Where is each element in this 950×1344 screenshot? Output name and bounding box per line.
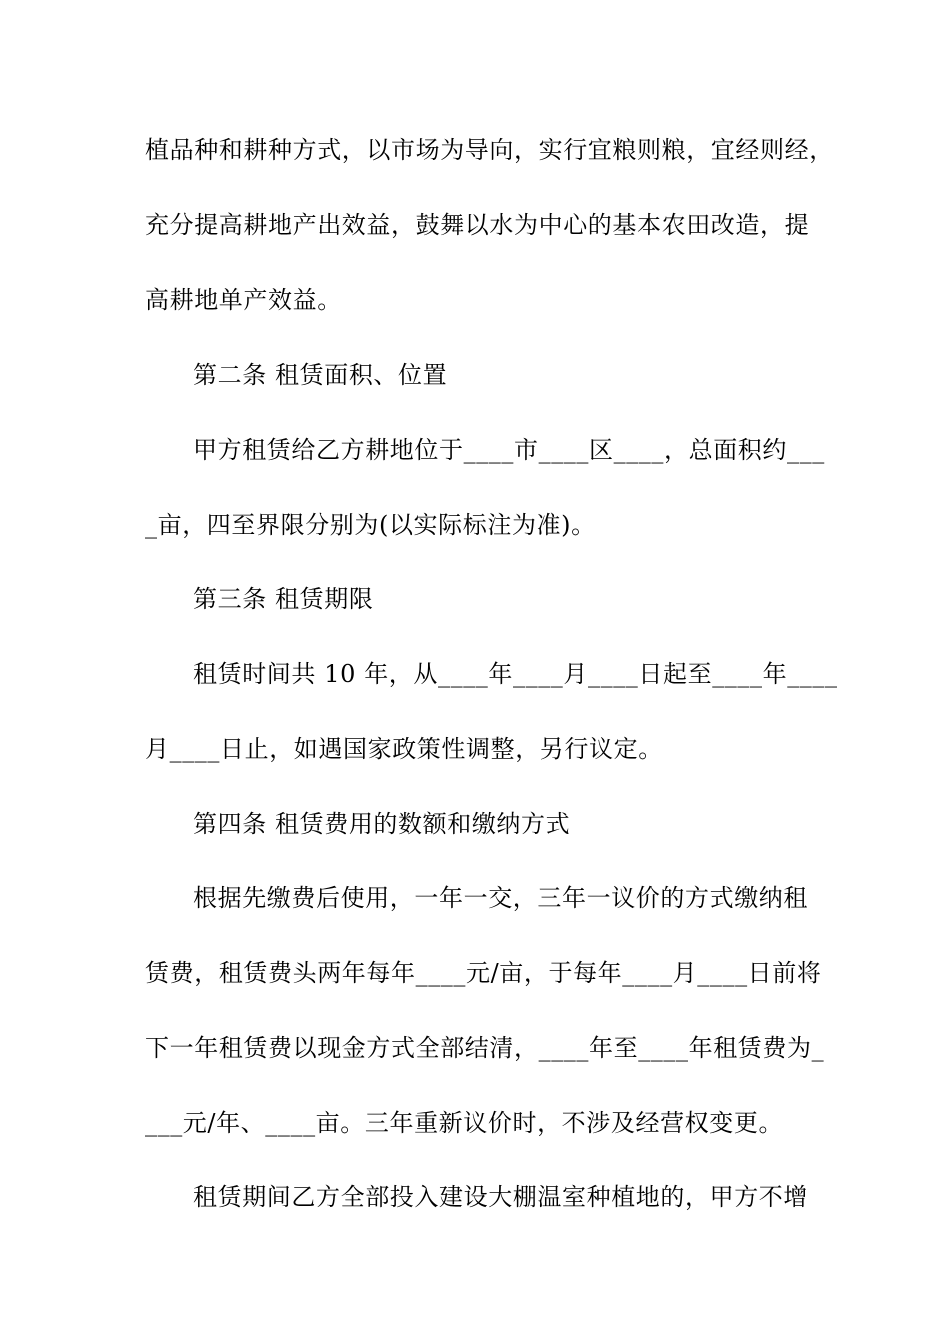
text-line: 充分提高耕地产出效益，鼓舞以水为中心的基本农田改造，提 bbox=[145, 211, 810, 239]
text-line: 高耕地单产效益。 bbox=[145, 286, 342, 314]
text-line: _亩，四至界限分别为(以实际标注为准)。 bbox=[145, 511, 596, 539]
text-line: 植品种和耕种方式，以市场为导向，实行宜粮则粮，宜经则经， bbox=[145, 136, 834, 164]
text-line: 月____日止，如遇国家政策性调整，另行议定。 bbox=[145, 735, 663, 763]
text-line: 租赁期间乙方全部投入建设大棚温室种植地的，甲方不增 bbox=[193, 1183, 808, 1211]
text-line: 下一年租赁费以现金方式全部结清，____年至____年租赁费为_ bbox=[145, 1034, 825, 1062]
text-line: 赁费，租赁费头两年每年____元/亩，于每年____月____日前将 bbox=[145, 959, 822, 987]
text-line: 甲方租赁给乙方耕地位于____市____区____，总面积约___ bbox=[193, 436, 825, 464]
text-line: ___元/年、____亩。三年重新议价时，不涉及经营权变更。 bbox=[145, 1109, 784, 1137]
section-heading: 第四条 租赁费用的数额和缴纳方式 bbox=[193, 810, 571, 838]
section-heading: 第三条 租赁期限 bbox=[193, 585, 374, 613]
text-line: 租赁时间共 10 年，从____年____月____日起至____年____ bbox=[193, 660, 838, 688]
section-heading: 第二条 租赁面积、位置 bbox=[193, 361, 448, 389]
text-line: 根据先缴费后使用，一年一交，三年一议价的方式缴纳租 bbox=[193, 884, 808, 912]
